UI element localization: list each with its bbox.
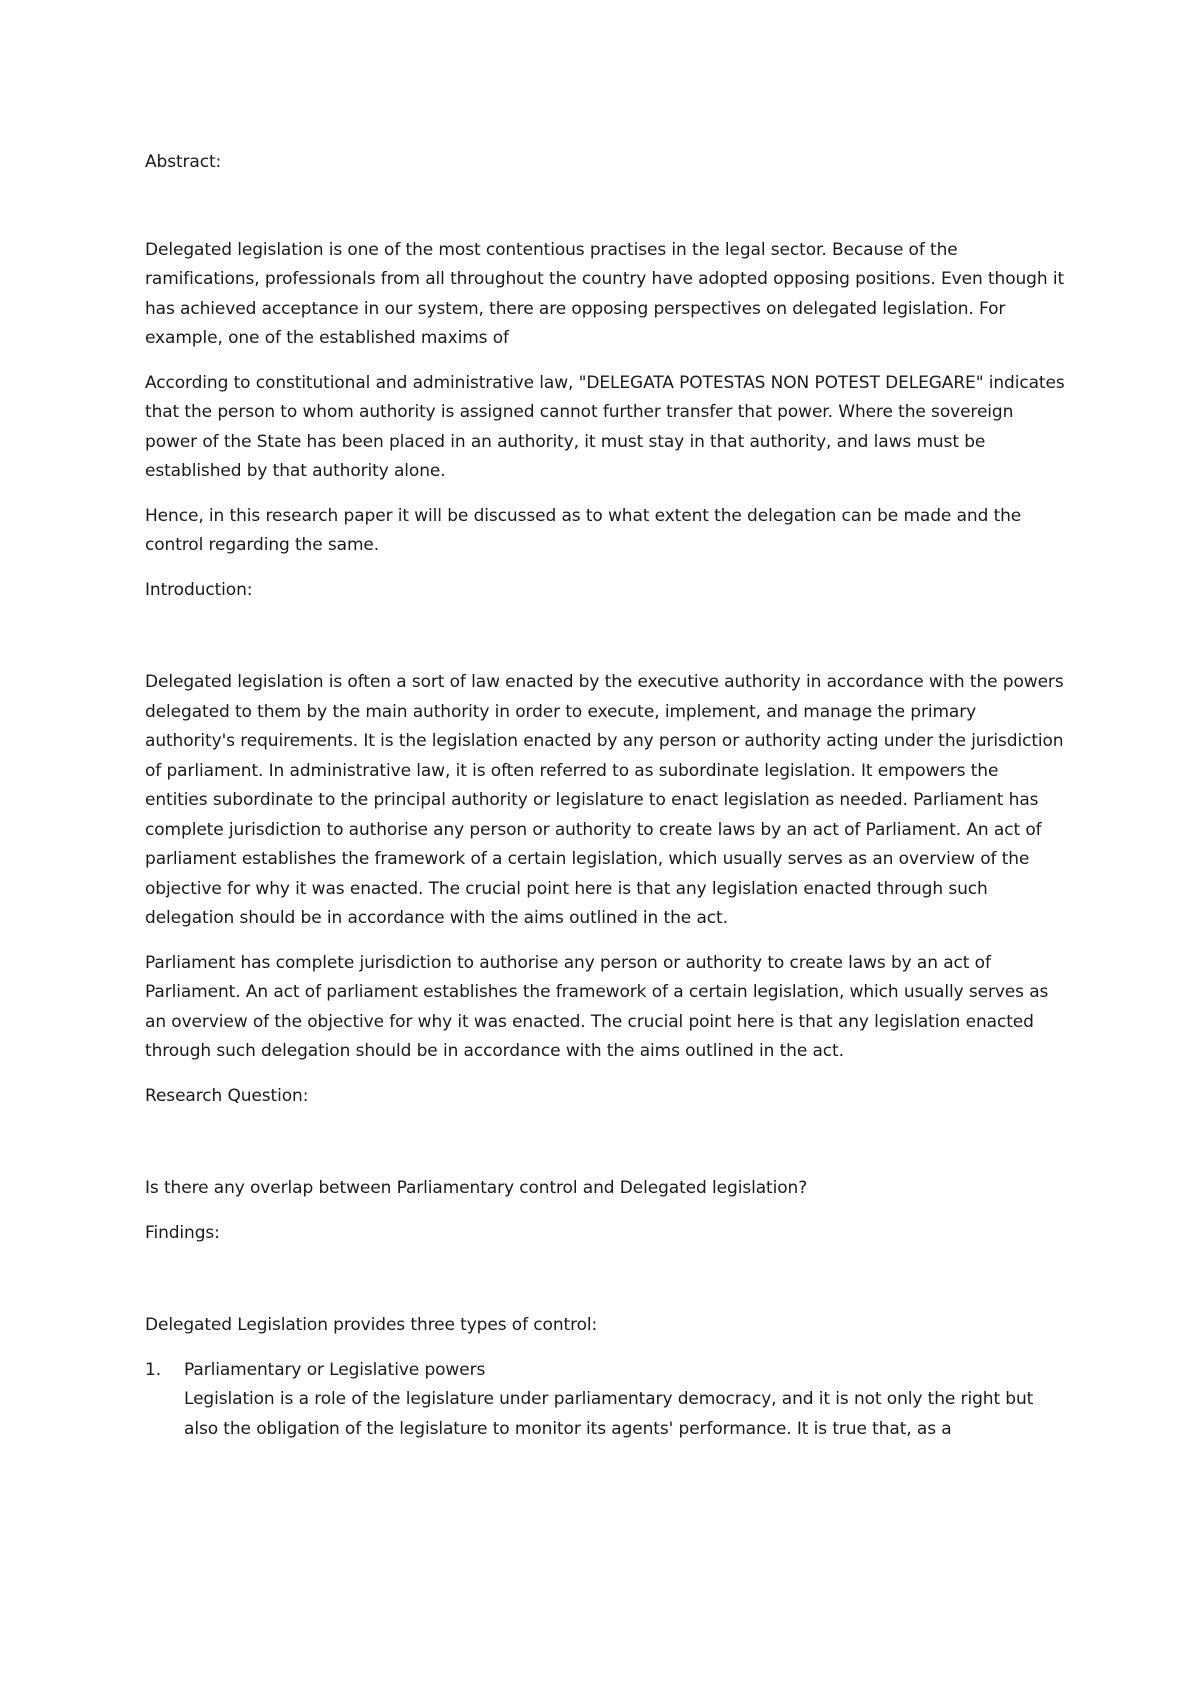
control-types-list (145, 1356, 1065, 1445)
research-question-heading: Research Question: (145, 1085, 309, 1106)
findings-heading: Findings: (145, 1222, 220, 1243)
list-item (145, 1356, 1065, 1445)
spacer (145, 178, 1065, 236)
spacer (145, 1204, 1065, 1219)
introduction-heading: Introduction: (145, 579, 253, 600)
research-question-text: Is there any overlap between Parliamentary control and Delegated legislation? (145, 1178, 808, 1198)
abstract-paragraph-1: Delegated legislation is one of the most contentious practises in the legal sector. Because of the ramifications, professionals from all throughout the country have adopted opposing positions. Even though it has achieved acceptance in our system, there are opposing perspectives on delegated legislation. For example, one of the established maxims of (145, 239, 1065, 348)
spacer (145, 934, 1065, 949)
list-item-text: Legislation is a role of the legislature under parliamentary democracy, and it is not only the right but also the obligation of the legislature to monitor its agents' performance. It is true that, as a (184, 1389, 1034, 1439)
introduction-paragraph-1: Delegated legislation is often a sort of law enacted by the executive authority in accordance with the powers delegated to them by the main authority in order to execute, implement, and manage the primary authority's requirements. It is the legislation enacted by any person or authority acting under the jurisdiction of parliament. In administrative law, it is often referred to as subordinate legislation. It empowers the entities subordinate to the principal authority or legislature to enact legislation as needed. Parliament has complete jurisdiction to authorise any person or authority to create laws by an act of Parliament. An act of parliament establishes the framework of a certain legislation, which usually serves as an overview of the objective for why it was enacted. The crucial point here is that any legislation enacted through such delegation should be in accordance with the aims outlined in the act. (145, 672, 1064, 928)
abstract-heading: Abstract: (145, 152, 222, 172)
list-item-title: Parliamentary or Legislative powers (184, 1359, 486, 1380)
spacer (145, 605, 1065, 668)
document-body (145, 148, 1065, 1444)
spacer (145, 354, 1065, 369)
introduction-paragraph-2: Parliament has complete jurisdiction to authorise any person or authority to create laws by an act of Parliament. An act of parliament establishes the framework of a certain legislation, which usually serves as an overview of the objective for why it was enacted. The crucial point here is that any legislation enacted through such delegation should be in accordance with the aims outlined in the act. (145, 952, 1049, 1061)
abstract-paragraph-3: Hence, in this research paper it will be discussed as to what extent the delegation can be made and the control regarding the same. (145, 505, 1022, 555)
spacer (145, 487, 1065, 502)
abstract-paragraph-2: According to constitutional and administrative law, "DELEGATA POTESTAS NON POTEST DELEGARE" indicates that the person to whom authority is assigned cannot further transfer that power. Where the sovereign power of the State has been placed in an authority, it must stay in that authority, and laws must be established by that authority alone. (145, 372, 1065, 481)
spacer (145, 1341, 1065, 1356)
spacer (145, 1248, 1065, 1311)
spacer (145, 561, 1065, 576)
findings-intro: Delegated Legislation provides three types of control: (145, 1315, 598, 1335)
list-item-number: 1. (145, 1359, 162, 1380)
spacer (145, 1111, 1065, 1174)
spacer (145, 1067, 1065, 1082)
